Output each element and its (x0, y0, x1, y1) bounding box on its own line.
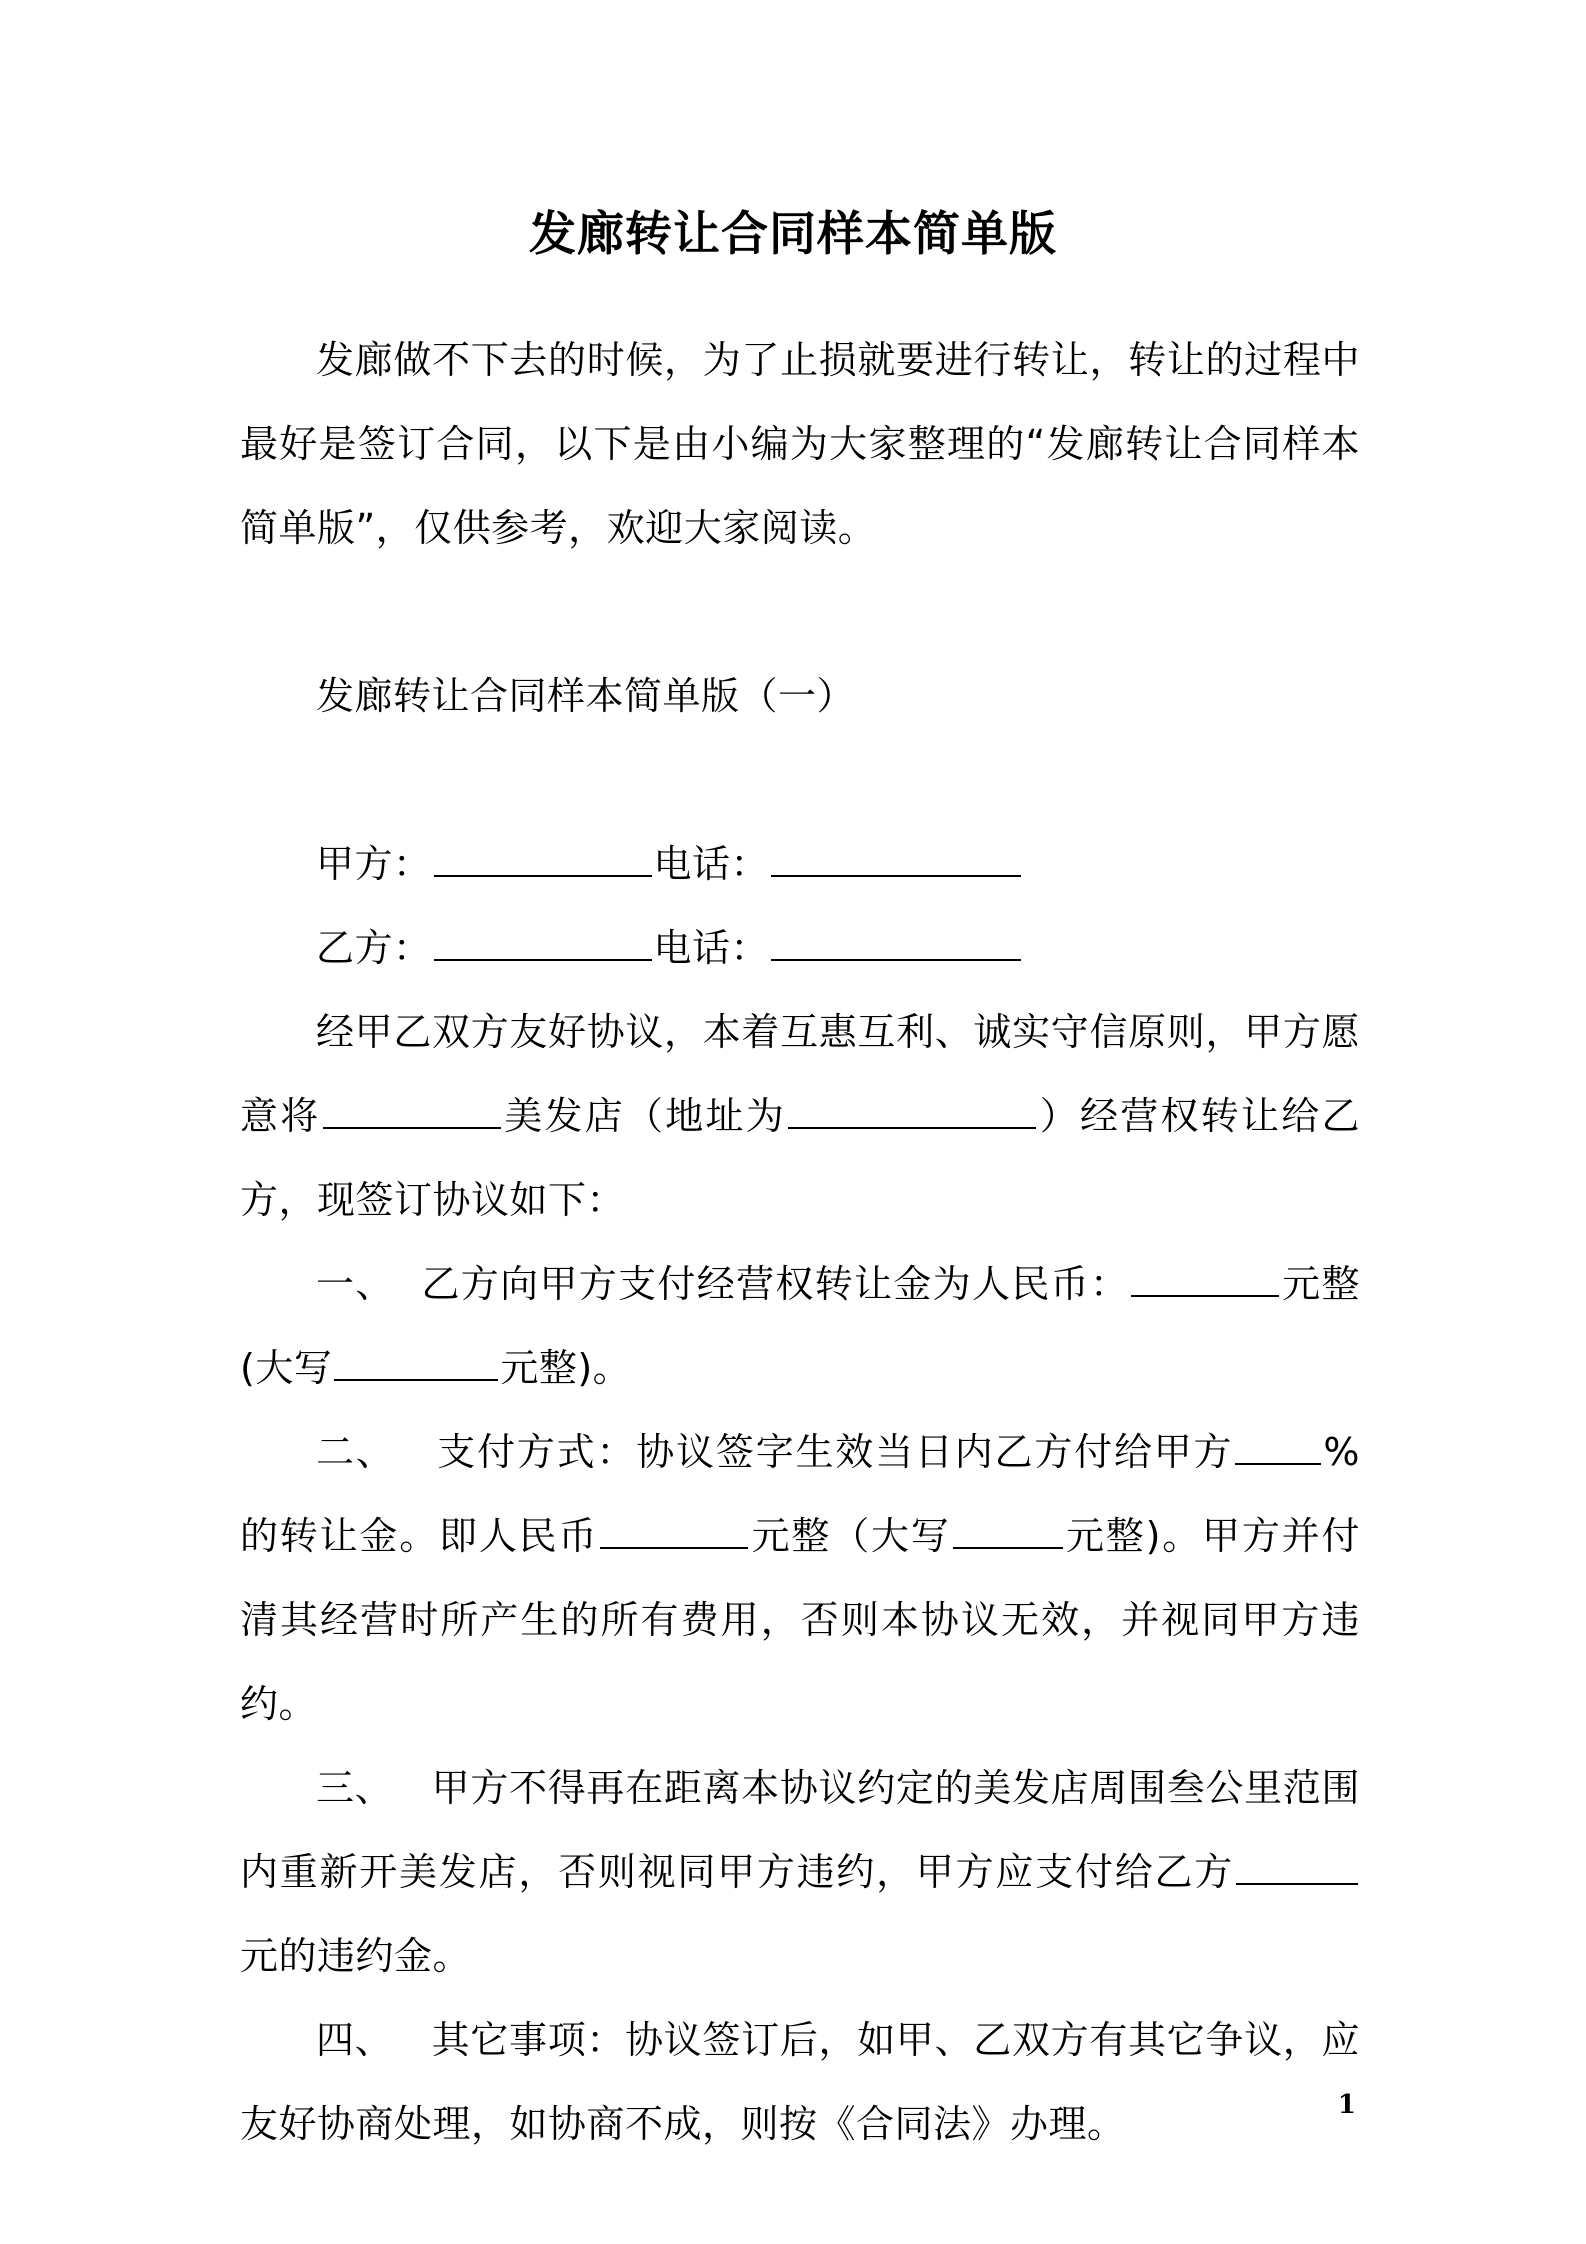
party-b-phone-label: 电话： (653, 926, 770, 970)
shop-name-blank (323, 1091, 501, 1129)
page-number: 1 (1337, 2090, 1356, 2120)
clause-3 (240, 1746, 1360, 1998)
clause-2-capital-blank (953, 1511, 1063, 1549)
intro-paragraph: 发廊做不下去的时候，为了止损就要进行转让，转让的过程中最好是签订合同，以下是由小编为大家整理的“发廊转让合同样本简单版”，仅供参考，欢迎大家阅读。 (240, 338, 1360, 550)
clause-4-number: 四、 (316, 2018, 394, 2062)
preamble-text-1: 经甲乙双方友好协议，本着互惠互利、诚实守信原则，甲方愿意将 (240, 1010, 1360, 1138)
clause-3-penalty-blank (1236, 1847, 1358, 1885)
clause-1-text-c: 元整)。 (500, 1346, 632, 1390)
clause-2 (240, 1410, 1360, 1746)
document-body (240, 318, 1360, 2166)
party-b-blank (434, 923, 652, 961)
clause-3-number: 三、 (316, 1766, 394, 1810)
party-a-phone-blank (771, 839, 1021, 877)
section-heading: 发廊转让合同样本简单版（一） (316, 674, 856, 718)
spacer (240, 738, 1360, 822)
preamble-paragraph (240, 990, 1360, 1242)
clause-2-text-a: 支付方式：协议签字生效当日内乙方付给甲方 (437, 1430, 1234, 1474)
party-b-phone-blank (771, 923, 1021, 961)
clause-2-percent-blank (1235, 1427, 1321, 1465)
document-title: 发廊转让合同样本简单版 (529, 207, 1057, 262)
clause-1-text-a: 乙方向甲方支付经营权转让金为人民币： (421, 1262, 1130, 1306)
party-a-line (240, 822, 1360, 906)
clause-4-text-a: 其它事项：协议签订后，如甲、乙双方有其它争议，应友好协商处理，如协商不成，则按《合同法》办理。 (240, 2018, 1360, 2146)
clause-1-amount-blank (1131, 1259, 1279, 1297)
clause-1 (240, 1242, 1360, 1410)
clause-2-amount-blank (600, 1511, 748, 1549)
address-blank (788, 1091, 1036, 1129)
party-b-line (240, 906, 1360, 990)
clause-2-text-c: 元整（大写 (750, 1514, 951, 1558)
spacer (240, 570, 1360, 654)
party-a-blank (434, 839, 652, 877)
clause-2-text-d: 元整)。甲方并付清其经营时所产生的所有费用，否则本协议无效，并视同甲方违约。 (240, 1514, 1360, 1726)
clause-4 (240, 1998, 1360, 2166)
clause-1-text-b: 元整(大写 (240, 1262, 1360, 1390)
party-a-phone-label: 电话： (653, 842, 770, 886)
preamble-text-2: 美发店（地址为 (502, 1094, 786, 1138)
party-a-label: 甲方： (316, 842, 432, 886)
clause-3-text-b: 元的违约金。 (240, 1934, 472, 1978)
clause-1-number: 一、 (316, 1262, 395, 1306)
clause-2-number: 二、 (316, 1430, 396, 1474)
preamble-text-3: ）经营权转让给乙方，现签订协议如下： (240, 1094, 1360, 1222)
clause-3-text-a: 甲方不得再在距离本协议约定的美发店周围叁公里范围内重新开美发店，否则视同甲方违约，甲方应支付给乙方 (240, 1766, 1360, 1894)
clause-1-capital-blank (334, 1343, 498, 1381)
clause-2-text-b: %的转让金。即人民币 (240, 1430, 1360, 1558)
party-b-label: 乙方： (316, 926, 432, 970)
